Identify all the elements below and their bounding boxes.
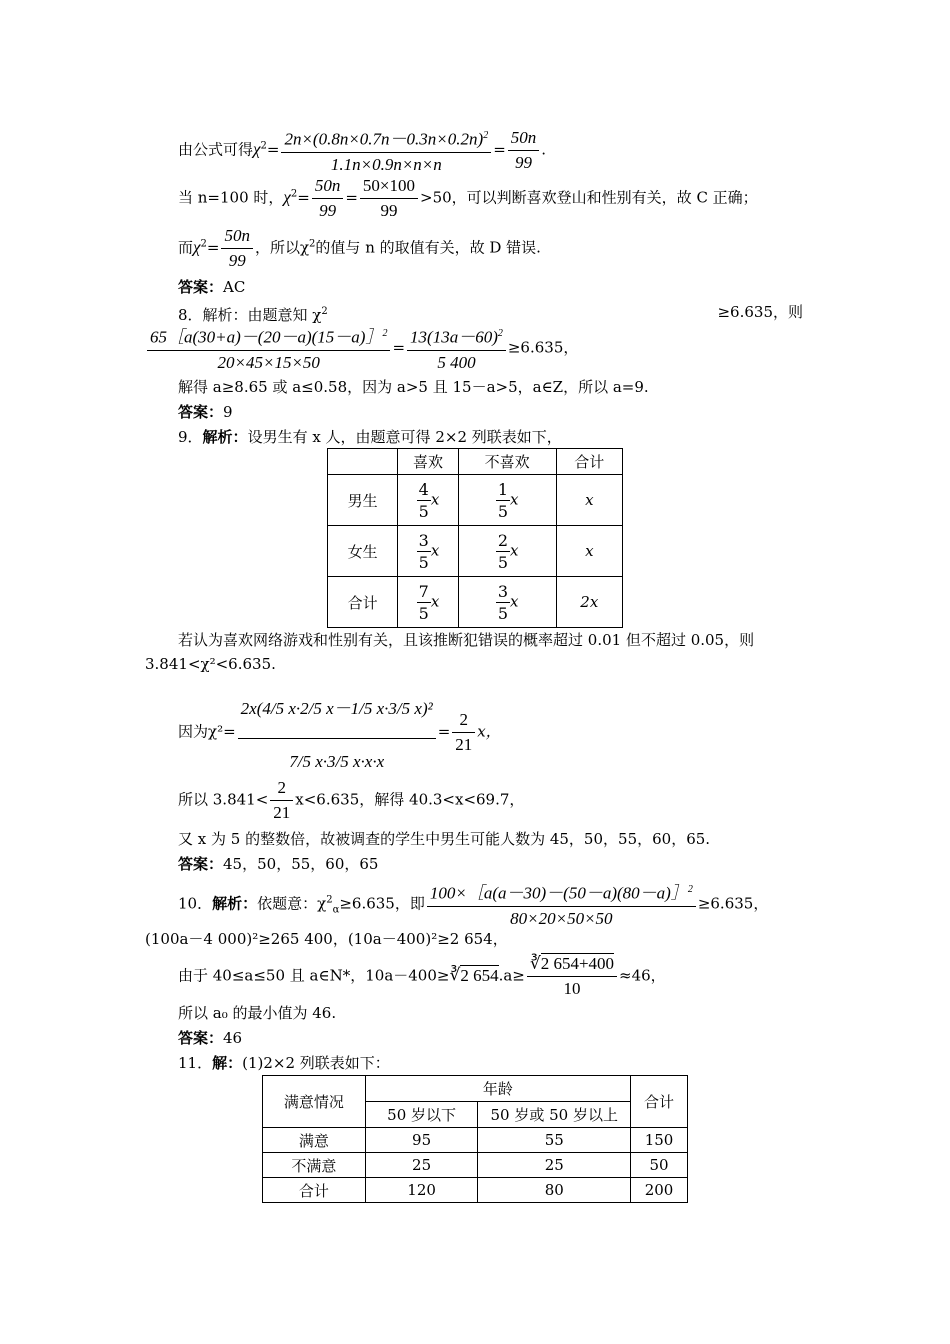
solution-label: 解析：: [212, 894, 258, 913]
fraction-numerator: 50×100: [360, 174, 418, 199]
fraction-denominator: 21: [273, 803, 291, 822]
row-label: 不满意: [263, 1153, 366, 1178]
fraction: [360, 174, 418, 223]
p7-answer: [178, 277, 245, 297]
header-cell: 合计: [631, 1076, 688, 1128]
fraction: [508, 126, 540, 175]
superscript: 2: [382, 328, 388, 339]
text: 当 n=100 时，: [178, 188, 284, 207]
fraction-numerator: [427, 878, 696, 907]
p9-answer: [178, 854, 378, 874]
text: x<6.635，解得 40.3<x<69.7，: [295, 790, 525, 809]
fraction-denominator: 5: [418, 603, 429, 623]
fraction-numerator: 3: [418, 530, 429, 550]
header-cell: 喜欢: [398, 449, 458, 475]
subheader-cell: 50 岁或 50 岁以上: [478, 1102, 631, 1128]
fraction: [496, 581, 510, 624]
subscript: α: [332, 904, 340, 916]
header-group-cell: 年龄: [365, 1076, 630, 1102]
p9-line6: 又 x 为 5 的整数倍，故被调查的学生中男生可能人数为 45，50，55，60，65.: [178, 830, 711, 848]
p9-line3: 3.841<χ²<6.635.: [145, 655, 276, 673]
problem-number: 10．: [178, 894, 213, 913]
fraction-numerator: 2: [270, 776, 293, 801]
fraction-denominator: 99: [228, 251, 246, 270]
fraction-denominator: 5: [497, 501, 508, 521]
fraction-denominator: 20×45×15×50: [217, 352, 320, 372]
fraction-numerator: 50n: [312, 174, 344, 199]
fraction-numerator: 7: [418, 581, 429, 601]
p7-line1: [178, 124, 546, 177]
text: ，所以χ: [254, 238, 310, 257]
row-label: 女生: [328, 526, 398, 577]
header-cell: 满意情况: [263, 1076, 366, 1128]
fraction-denominator: 7/5 x·3/5 x·x·x: [289, 752, 385, 771]
p10-line2: (100a－4 000)²≥265 400，(10a－400)²≥2 654，: [145, 930, 508, 948]
fraction: [281, 124, 491, 177]
p9-line4: [178, 680, 501, 785]
table-row: [328, 526, 623, 577]
table-cell: [398, 577, 458, 628]
fraction-numerator: 2x(4/5 x·2/5 x－1/5 x·3/5 x)²: [238, 680, 436, 739]
fraction-denominator: 99: [319, 201, 337, 220]
table-header-row: [328, 449, 623, 475]
table-header-row: [263, 1076, 688, 1102]
chi-symbol: χ: [193, 237, 201, 257]
table-cell: [458, 475, 556, 526]
table-cell: [398, 526, 458, 577]
fraction: [417, 530, 431, 573]
table-row: [263, 1128, 688, 1153]
table-cell: 55: [478, 1128, 631, 1153]
solution-label: 解析：: [202, 428, 248, 446]
superscript: 2: [309, 238, 316, 250]
fraction-numerator: ∛2 654+400: [527, 952, 617, 977]
text: 所以 3.841<: [178, 790, 269, 809]
p7-line3: [178, 224, 541, 273]
solution-label: 解：: [212, 1054, 243, 1072]
header-cell: 合计: [556, 449, 622, 475]
superscript: 2: [497, 328, 503, 339]
header-cell: 不喜欢: [458, 449, 556, 475]
fraction-denominator: 1.1n×0.9n×n×n: [330, 154, 442, 174]
radicand: 2 654: [460, 965, 499, 985]
subheader-cell: 50 岁以下: [365, 1102, 478, 1128]
answer-value: AC: [223, 278, 246, 296]
text: 8．解析：由题意知 χ: [178, 306, 322, 324]
table-cell: 2x: [556, 577, 622, 628]
variable: x: [430, 490, 440, 508]
table-cell: x: [556, 475, 622, 526]
equals: =: [345, 188, 358, 207]
fraction: [221, 224, 253, 273]
fraction: [407, 322, 506, 375]
fraction: [270, 776, 293, 825]
fraction-denominator: 21: [455, 735, 473, 754]
text: 由公式可得: [178, 140, 254, 159]
p10-answer: [178, 1028, 242, 1048]
fraction: [527, 952, 617, 1001]
numerator-text: 2n×(0.8n×0.7n－0.3n×0.2n): [284, 129, 484, 149]
fraction-denominator: 80×20×50×50: [510, 908, 613, 928]
superscript: 2: [687, 884, 693, 895]
p10-line4: 所以 a₀ 的最小值为 46.: [178, 1004, 337, 1022]
chi-symbol: χ: [283, 187, 291, 207]
period: .: [541, 140, 547, 159]
answer-value: 9: [223, 403, 233, 421]
cube-root: ∛2 654: [449, 965, 499, 985]
contingency-table-9: [327, 448, 623, 628]
text: ≥6.635，: [507, 338, 579, 357]
fraction: [496, 479, 510, 522]
fraction-denominator: 5: [497, 552, 508, 572]
row-label: 男生: [328, 475, 398, 526]
fraction: [147, 322, 390, 375]
fraction-numerator: 3: [497, 581, 508, 601]
row-label: 合计: [328, 577, 398, 628]
fraction-numerator: 4: [418, 479, 429, 499]
answer-label: 答案：: [178, 278, 224, 296]
table-cell: x: [556, 526, 622, 577]
row-label: 满意: [263, 1128, 366, 1153]
header-cell-empty: [328, 449, 398, 475]
p11-line1: [178, 1053, 390, 1073]
table-cell: 50: [631, 1153, 688, 1178]
fraction: [417, 479, 431, 522]
p8-line3: 解得 a≥8.65 或 a≤0.58，因为 a>5 且 15－a>5，a∈Z，所以 a=9.: [178, 378, 649, 396]
answer-label: 答案：: [178, 1029, 224, 1047]
superscript: 2: [290, 188, 298, 200]
superscript: 2: [326, 894, 333, 906]
fraction-numerator: [407, 322, 506, 351]
row-label: 合计: [263, 1178, 366, 1203]
text: 的值与 n 的取值有关，故 D 错误.: [315, 238, 541, 257]
fraction: [452, 708, 475, 757]
p10-line1: [178, 878, 768, 931]
problem-number: 11．: [178, 1054, 213, 1072]
numerator-text: 65［a(30+a)－(20－a)(15－a)］: [150, 327, 383, 347]
superscript: 2: [321, 306, 328, 317]
text: ≥6.635，即: [339, 894, 425, 913]
text: ≥6.635，则: [717, 303, 803, 321]
equals: =: [206, 238, 220, 257]
variable: x: [510, 490, 519, 508]
p8-answer: [178, 402, 233, 422]
fraction-numerator: 2: [452, 708, 475, 733]
equals: =: [266, 140, 280, 159]
equals: =: [392, 338, 406, 357]
superscript: 2: [483, 130, 489, 141]
fraction-denominator: 5: [418, 552, 429, 572]
text: (1)2×2 列联表如下：: [242, 1054, 390, 1072]
fraction-denominator: 5 400: [437, 352, 476, 372]
fraction-numerator: 50n: [221, 224, 253, 249]
contingency-table-11: [262, 1075, 688, 1203]
fraction-denominator: 99: [515, 152, 533, 172]
text: 因为χ²=: [178, 722, 236, 741]
text: 由于 40≤a≤50 且 a∈N*，10a－400≥: [178, 966, 450, 985]
text: 依题意：χ: [257, 894, 327, 913]
fraction: [496, 530, 510, 573]
fraction: [427, 878, 696, 931]
table-cell: [458, 526, 556, 577]
table-cell: 25: [365, 1153, 478, 1178]
problem-number: 9．: [178, 428, 203, 446]
superscript: 2: [200, 238, 207, 250]
radicand: 2 654+400: [540, 954, 615, 973]
text: >50，可以判断喜欢登山和性别有关，故 C 正确；: [420, 188, 758, 207]
variable: x: [510, 592, 519, 610]
equals: =: [297, 188, 310, 207]
fraction-denominator: 10: [563, 979, 581, 998]
equals: =: [493, 140, 506, 159]
superscript: 2: [260, 140, 267, 152]
variable: x: [430, 592, 440, 610]
fraction: [417, 581, 431, 624]
table-row: [328, 577, 623, 628]
fraction: [312, 174, 344, 223]
equals: =: [437, 722, 451, 741]
big-fraction: [238, 680, 436, 785]
table-row: [263, 1178, 688, 1203]
variable: x: [430, 541, 440, 559]
fraction-numerator: 50n: [508, 126, 540, 151]
table-cell: 25: [478, 1153, 631, 1178]
text: 而: [178, 238, 194, 257]
table-cell: [398, 475, 458, 526]
fraction-denominator: 5: [418, 501, 429, 521]
fraction-numerator: 1: [497, 479, 508, 499]
p10-line3: [178, 952, 666, 1001]
answer-value: 46: [223, 1029, 243, 1047]
table-cell: 80: [478, 1178, 631, 1203]
table-cell: 95: [365, 1128, 478, 1153]
fraction-denominator: 5: [497, 603, 508, 623]
p9-line2: 若认为喜欢网络游戏和性别有关，且该推断犯错误的概率超过 0.01 但不超过 0.05，则: [178, 631, 755, 649]
text: x，: [477, 722, 501, 741]
answer-label: 答案：: [178, 403, 224, 421]
p8-line2: [145, 322, 578, 375]
table-cell: 120: [365, 1178, 478, 1203]
text: ≈46，: [619, 966, 666, 985]
text: 设男生有 x 人，由题意可得 2×2 列联表如下，: [247, 428, 562, 446]
numerator-text: 100×［a(a－30)－(50－a)(80－a)］: [429, 883, 688, 903]
numerator-text: 13(13a－60): [410, 327, 498, 347]
table-cell: [458, 577, 556, 628]
answer-label: 答案：: [178, 855, 224, 873]
text: .a≥: [498, 966, 525, 985]
table-cell: 200: [631, 1178, 688, 1203]
p9-line5: [178, 776, 524, 825]
text: ≥6.635，: [697, 894, 769, 913]
p9-line1: [178, 427, 562, 447]
fraction-numerator: [281, 124, 491, 153]
chi-symbol: χ: [253, 139, 261, 159]
table-row: [328, 475, 623, 526]
p7-line2: [178, 174, 758, 223]
fraction-numerator: 2: [497, 530, 508, 550]
fraction-denominator: 99: [380, 201, 398, 220]
table-cell: 150: [631, 1128, 688, 1153]
variable: x: [510, 541, 519, 559]
fraction-numerator: [147, 322, 390, 351]
answer-value: 45，50，55，60，65: [223, 855, 379, 873]
table-row: [263, 1153, 688, 1178]
